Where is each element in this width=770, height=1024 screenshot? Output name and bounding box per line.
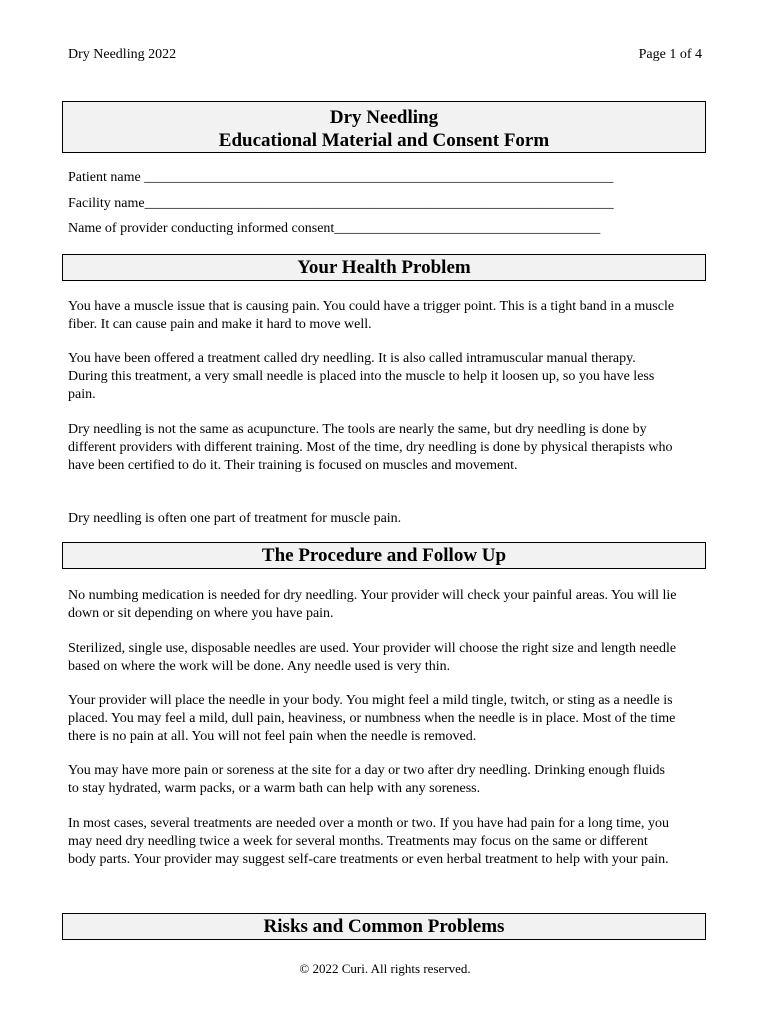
procedure-paragraph-4: You may have more pain or soreness at the site for a day or two after dry needling. Drinking enough fluids to stay hydrated, warm packs, or a warm bath can help with any soreness. <box>68 763 665 796</box>
form-title-box <box>62 101 706 153</box>
section-heading-procedure: The Procedure and Follow Up <box>62 542 706 569</box>
health-paragraph-1: You have a muscle issue that is causing pain. You could have a trigger point. This is a tight band in a muscle fiber. It can cause pain and make it hard to move well. <box>68 299 675 332</box>
health-paragraph-2: You have been offered a treatment called dry needling. It is also called intramuscular manual therapy. During this treatment, a very small needle is placed into the muscle to help it loosen up, so you have less pain. <box>68 351 655 402</box>
footer-copyright: © 2022 Curi. All rights reserved. <box>299 961 471 976</box>
procedure-paragraph-3: Your provider will place the needle in your body. You might feel a mild tingle, twitch, or sting as a needle is placed. You may feel a mild, dull pain, heaviness, or numbness when the needle is in place. Most of the time there is no pain at all. You will not feel pain when the needle is removed. <box>68 693 676 744</box>
patient-name-field[interactable]: Patient name ___________________________________________________________________ <box>68 170 614 185</box>
section-heading-health-problem: Your Health Problem <box>62 254 706 281</box>
provider-name-field[interactable]: Name of provider conducting informed consent______________________________________ <box>68 221 601 236</box>
header-doc-name: Dry Needling 2022 <box>68 47 177 62</box>
header-page-label: Page 1 of 4 <box>638 47 702 62</box>
health-paragraph-3: Dry needling is not the same as acupuncture. The tools are nearly the same, but dry needling is done by different providers with different training. Most of the time, dry needling is done by physical therapists who have been certified to do it. Their training is focused on muscles and movement. <box>68 422 673 473</box>
procedure-paragraph-5: In most cases, several treatments are needed over a month or two. If you have had pain for a long time, you may need dry needling twice a week for several months. Treatments may focus on the same or different body parts. Your provider may suggest self-care treatments or even herbal treatment to help with your pain. <box>68 816 670 867</box>
procedure-paragraph-2: Sterilized, single use, disposable needles are used. Your provider will choose the right size and length needle based on where the work will be done. Any needle used is very thin. <box>68 641 677 674</box>
procedure-paragraph-1: No numbing medication is needed for dry needling. Your provider will check your painful areas. You will lie down or sit depending on where you have pain. <box>68 588 677 621</box>
form-title-line2: Educational Material and Consent Form <box>218 130 550 151</box>
facility-name-field[interactable]: Facility name___________________________________________________________________ <box>68 196 614 211</box>
section-heading-risks: Risks and Common Problems <box>62 913 706 940</box>
form-title-line1: Dry Needling <box>329 107 439 128</box>
health-paragraph-4: Dry needling is often one part of treatment for muscle pain. <box>68 511 402 526</box>
